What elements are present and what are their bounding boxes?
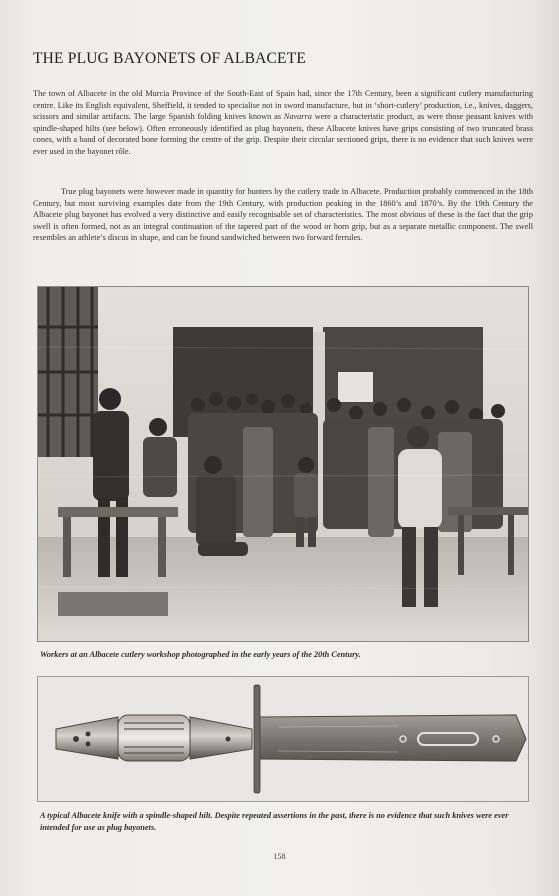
- italic-term: Navarra: [283, 112, 312, 122]
- page-number: 158: [273, 852, 286, 861]
- page-title: THE PLUG BAYONETS OF ALBACETE: [33, 50, 307, 67]
- knife-caption: A typical Albacete knife with a spindle-shaped hilt. Despite repeated assertions in the past, there is no evidence that such knives were ever intended for use as plug bayonets.: [40, 811, 509, 832]
- text-run: were a characteristic product, as were those peasant knives with spindle-shaped hilts (see below). Often erroneously identified as plug bayonets, these Albacete knives have grips consisting of two truncated brass cones, with a band of decorated bone forming the centre of the grip. Despite their circular sectioned grips, there is no evidence that such knives were ever used in the bayonet rôle.: [33, 112, 533, 156]
- text-run: The town of Albacete in the old Murcia Province of the South-East of Spain had, since the 17th Century, been a significant cutlery manufacturing centre. Like its English equivalent, Sheffield, it tended to specialise not in sword manufacture, but in ‘short-cutlery’ production, i.e., knives, daggers, scissors and similar artifacts. The large Spanish folding knives known as: [33, 89, 533, 122]
- paragraph-1: [33, 88, 533, 158]
- text-run: True plug bayonets were however made in quantity for hunters by the cutlery trade in Albacete. Production probably commenced in the 18th Century, but most surviving examples date from the 19th Century, with production peaking in the 1860’s and 1870’s. By the 19th Century the Albacete plug bayonet has evolved a very distinctive and easily recognisable set of characteristics. The most obvious of these is the fact that the grip swell is often formed, not as an integral continuation of the tapered part of the wood or horn grip, but as a separate metallic component. The swell resembles an athlete’s discus in shape, and can be found sandwiched between two forward ferrules.: [33, 187, 533, 243]
- knife-image: [38, 677, 528, 801]
- paragraph-2: [33, 186, 533, 244]
- workshop-caption: Workers at an Albacete cutlery workshop photographed in the early years of the 20th Century.: [40, 650, 361, 659]
- workshop-photo-image: [38, 287, 528, 641]
- knife-photograph: [37, 676, 529, 802]
- workshop-photograph: [37, 286, 529, 642]
